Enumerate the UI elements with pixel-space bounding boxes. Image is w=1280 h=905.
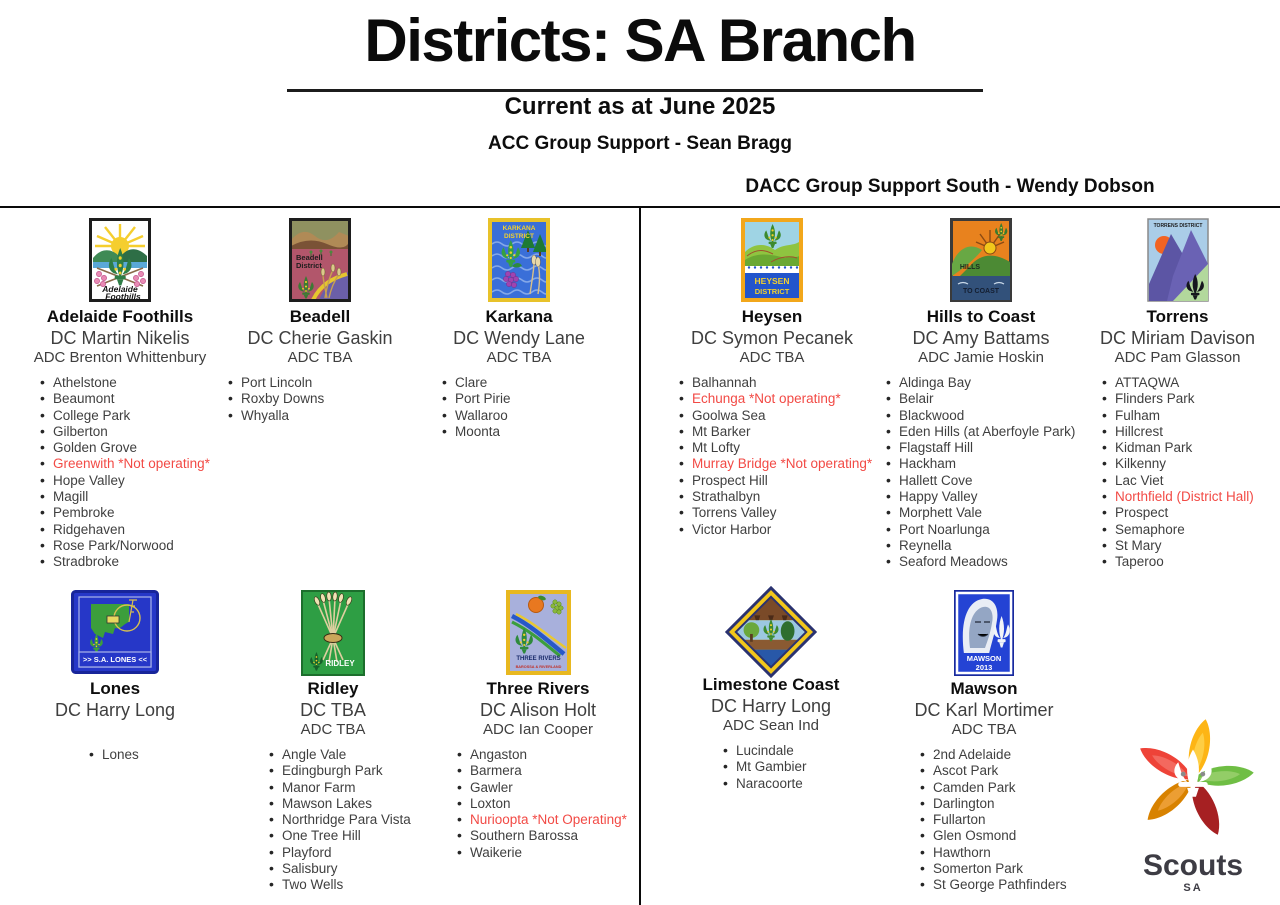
group-item: • Prospect <box>1102 505 1280 521</box>
group-item: • Whyalla <box>228 408 420 424</box>
group-list <box>15 375 225 571</box>
district-name: Mawson <box>950 679 1018 698</box>
group-item: • Murray Bridge *Not operating* <box>679 456 877 472</box>
lones-badge <box>71 590 159 674</box>
group-item: • Kidman Park <box>1102 440 1280 456</box>
mawson-badge-text2: 2013 <box>975 663 993 672</box>
acc-support-line: ACC Group Support - Sean Bragg <box>488 133 792 154</box>
limestone-coast-badge <box>725 586 817 678</box>
page-title: Districts: SA Branch <box>364 7 916 74</box>
group-item: • Prospect Hill <box>679 473 877 489</box>
district-card-limestone-coast <box>671 586 871 792</box>
district-name: Hills to Coast <box>926 307 1036 326</box>
group-item: • Ridgehaven <box>40 522 225 538</box>
group-item: • Northridge Para Vista <box>269 812 433 828</box>
dc-name: DC Wendy Lane <box>453 328 585 348</box>
group-item: • Fullarton <box>920 812 1084 828</box>
group-list <box>1075 375 1280 571</box>
lones-badge-text: >> S.A. LONES << <box>82 655 148 664</box>
group-item: • Hillcrest <box>1102 424 1280 440</box>
group-item: • Mawson Lakes <box>269 796 433 812</box>
group-item: • Happy Valley <box>886 489 1086 505</box>
group-item: • Port Lincoln <box>228 375 420 391</box>
group-item: • Waikerie <box>457 845 638 861</box>
ridley-badge <box>301 590 365 676</box>
group-item: • Wallaroo <box>442 408 614 424</box>
group-item: • Hackham <box>886 456 1086 472</box>
district-name: Adelaide Foothills <box>46 307 194 326</box>
adc-name: ADC TBA <box>739 349 805 366</box>
group-item: • Roxby Downs <box>228 391 420 407</box>
scouts-sa-label: SA <box>1183 882 1203 894</box>
group-item: • Golden Grove <box>40 440 225 456</box>
group-item: • 2nd Adelaide <box>920 747 1084 763</box>
mawson-badge <box>954 590 1014 676</box>
group-item: • Mt Gambier <box>723 759 871 775</box>
group-list <box>667 375 877 538</box>
group-list <box>884 747 1084 894</box>
group-item: • Beaumont <box>40 391 225 407</box>
torrens-badge <box>1147 218 1209 302</box>
adc-name: ADC Pam Glasson <box>1114 349 1241 366</box>
group-item: • Eden Hills (at Aberfoyle Park) <box>886 424 1086 440</box>
group-list <box>15 747 215 763</box>
group-list <box>671 743 871 792</box>
group-item: • Loxton <box>457 796 638 812</box>
adc-name: ADC TBA <box>287 349 353 366</box>
group-item: • Belair <box>886 391 1086 407</box>
group-item: • Gawler <box>457 780 638 796</box>
group-item: • Pembroke <box>40 505 225 521</box>
group-item: • Camden Park <box>920 780 1084 796</box>
group-item: • Nurioopta *Not Operating* <box>457 812 638 828</box>
district-name: Torrens <box>1146 307 1209 326</box>
group-item: • Naracoorte <box>723 776 871 792</box>
group-item: • Reynella <box>886 538 1086 554</box>
beadell-badge-text: Beadell <box>296 253 323 262</box>
district-card-lones <box>15 590 215 763</box>
group-item: • Seaford Meadows <box>886 554 1086 570</box>
group-item: • Angaston <box>457 747 638 763</box>
scouts-fleur-logo <box>1123 716 1263 844</box>
district-card-karkana <box>424 218 614 440</box>
heysen-badge-text: HEYSEN <box>754 276 790 286</box>
section-divider-vertical <box>639 206 641 905</box>
group-item: • Torrens Valley <box>679 505 877 521</box>
group-item: • Playford <box>269 845 433 861</box>
adc-name: ADC Jamie Hoskin <box>918 349 1044 366</box>
group-item: • Fulham <box>1102 408 1280 424</box>
adc-name: ADC Ian Cooper <box>482 721 594 738</box>
group-item: • Morphett Vale <box>886 505 1086 521</box>
three-rivers-badge-text2: BAROSSA & RIVERLAND <box>515 665 561 669</box>
ridley-badge-text: RIDLEY <box>325 659 355 668</box>
subtitle: Current as at June 2025 <box>504 93 776 120</box>
heysen-badge-text2: DISTRICT <box>754 287 790 296</box>
title-underline <box>287 89 983 92</box>
karkana-badge <box>488 218 550 302</box>
dc-name: DC Amy Battams <box>912 328 1050 348</box>
mawson-badge-text: MAWSON <box>966 654 1002 663</box>
group-item: • ATTAQWA <box>1102 375 1280 391</box>
karkana-badge-text2: DISTRICT <box>504 233 534 240</box>
group-item: • Hallett Cove <box>886 473 1086 489</box>
adc-name: ADC TBA <box>300 721 366 738</box>
group-item: • Hawthorn <box>920 845 1084 861</box>
dc-name: DC Alison Holt <box>479 700 597 720</box>
dc-name: DC Martin Nikelis <box>50 328 190 348</box>
adelaide-foothills-badge <box>89 218 151 302</box>
dc-name: DC Harry Long <box>710 696 832 716</box>
group-item: • Port Noarlunga <box>886 522 1086 538</box>
dc-name: DC Symon Pecanek <box>690 328 854 348</box>
dc-name: DC Miriam Davison <box>1099 328 1256 348</box>
karkana-badge-text: KARKANA <box>502 225 536 232</box>
beadell-badge-text2: District <box>296 261 322 270</box>
hills-to-coast-badge-text2: TO COAST <box>962 288 1000 295</box>
dc-name: DC Cherie Gaskin <box>247 328 393 348</box>
group-item: • Magill <box>40 489 225 505</box>
dc-name: DC TBA <box>300 700 366 720</box>
scouts-sa-logo <box>1118 716 1268 894</box>
group-list <box>876 375 1086 571</box>
group-item: • Southern Barossa <box>457 828 638 844</box>
group-item: • Clare <box>442 375 614 391</box>
group-item: • Victor Harbor <box>679 522 877 538</box>
beadell-badge <box>289 218 351 302</box>
district-card-heysen <box>667 218 877 538</box>
district-name: Ridley <box>307 679 359 698</box>
district-card-beadell <box>220 218 420 424</box>
group-item: • College Park <box>40 408 225 424</box>
district-card-adelaide-foothills <box>15 218 225 571</box>
district-name: Karkana <box>485 307 553 326</box>
group-item: • Barmera <box>457 763 638 779</box>
group-item: • Port Pirie <box>442 391 614 407</box>
district-card-three-rivers <box>438 590 638 861</box>
group-item: • Moonta <box>442 424 614 440</box>
group-item: • Salisbury <box>269 861 433 877</box>
group-item: • Manor Farm <box>269 780 433 796</box>
group-item: • Angle Vale <box>269 747 433 763</box>
adc-name: ADC TBA <box>951 721 1017 738</box>
group-item: • Semaphore <box>1102 522 1280 538</box>
group-item: • Goolwa Sea <box>679 408 877 424</box>
group-list <box>233 747 433 894</box>
adc-name: ADC Brenton Whittenbury <box>33 349 207 366</box>
group-list <box>438 747 638 861</box>
scouts-wordmark: Scouts <box>1142 849 1244 882</box>
group-item: • Stradbroke <box>40 554 225 570</box>
heysen-badge <box>741 218 803 302</box>
group-item: • Glen Osmond <box>920 828 1084 844</box>
group-item: • Lones <box>89 747 215 763</box>
hills-to-coast-badge-text: HILLS <box>959 264 981 271</box>
group-item: • Strathalbyn <box>679 489 877 505</box>
adelaide-foothills-badge-text: Adelaide <box>102 284 138 294</box>
group-item: • St Mary <box>1102 538 1280 554</box>
group-item: • Two Wells <box>269 877 433 893</box>
district-name: Heysen <box>741 307 803 326</box>
group-item: • Aldinga Bay <box>886 375 1086 391</box>
group-item: • Mt Barker <box>679 424 877 440</box>
group-item: • Lac Viet <box>1102 473 1280 489</box>
adc-name: ADC TBA <box>486 349 552 366</box>
district-name: Beadell <box>289 307 351 326</box>
group-item: • Mt Lofty <box>679 440 877 456</box>
group-item: • Kilkenny <box>1102 456 1280 472</box>
group-item: • Echunga *Not operating* <box>679 391 877 407</box>
group-item: • Ascot Park <box>920 763 1084 779</box>
group-item: • Rose Park/Norwood <box>40 538 225 554</box>
group-item: • Somerton Park <box>920 861 1084 877</box>
group-item: • Flagstaff Hill <box>886 440 1086 456</box>
hills-to-coast-badge <box>950 218 1012 302</box>
dc-name: DC Karl Mortimer <box>914 700 1054 720</box>
district-card-torrens <box>1075 218 1280 571</box>
district-name: Lones <box>89 679 141 698</box>
torrens-badge-text: TORRENS DISTRICT <box>1153 223 1202 229</box>
district-card-hills-to-coast <box>876 218 1086 571</box>
three-rivers-badge <box>506 590 571 675</box>
group-item: • Hope Valley <box>40 473 225 489</box>
group-item: • Edingburgh Park <box>269 763 433 779</box>
group-item: • Taperoo <box>1102 554 1280 570</box>
group-list <box>424 375 614 440</box>
group-item: • Blackwood <box>886 408 1086 424</box>
group-item: • One Tree Hill <box>269 828 433 844</box>
adelaide-foothills-badge-text2: Foothills <box>105 291 141 302</box>
group-item: • Athelstone <box>40 375 225 391</box>
group-item: • Gilberton <box>40 424 225 440</box>
group-item: • Northfield (District Hall) <box>1102 489 1280 505</box>
group-item: • St George Pathfinders <box>920 877 1084 893</box>
adc-name: ADC Sean Ind <box>723 717 819 734</box>
district-name: Three Rivers <box>486 679 590 698</box>
district-card-mawson <box>884 590 1084 894</box>
group-list <box>220 375 420 424</box>
group-item: • Lucindale <box>723 743 871 759</box>
group-item: • Balhannah <box>679 375 877 391</box>
group-item: • Darlington <box>920 796 1084 812</box>
dacc-support-line: DACC Group Support South - Wendy Dobson <box>745 176 1155 197</box>
district-name: Limestone Coast <box>702 675 840 694</box>
district-card-ridley <box>233 590 433 894</box>
dc-name: DC Harry Long <box>54 700 176 720</box>
group-item: • Flinders Park <box>1102 391 1280 407</box>
group-item: • Greenwith *Not operating* <box>40 456 225 472</box>
adc-name <box>15 721 215 739</box>
three-rivers-badge-text: THREE RIVERS <box>515 656 561 662</box>
